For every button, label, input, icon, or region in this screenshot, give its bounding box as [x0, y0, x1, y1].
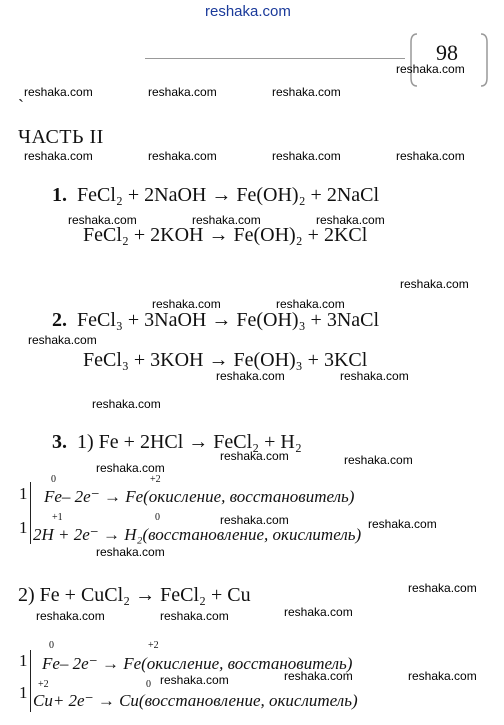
coefficient-3: 1 [19, 651, 28, 670]
watermark: reshaka.com [192, 213, 261, 227]
task2-number: 2. [52, 309, 67, 331]
watermark: reshaka.com [408, 581, 477, 595]
coefficient-2: 1 [19, 518, 28, 537]
watermark: reshaka.com [316, 213, 385, 227]
watermark: reshaka.com [284, 605, 353, 619]
watermark: reshaka.com [28, 333, 97, 347]
task3-equation1: 1) Fe + 2HCl → FeCl₂ + H₂ [77, 431, 302, 453]
watermark: reshaka.com [368, 517, 437, 531]
coefficient-4: 1 [19, 683, 28, 702]
task2-line1 [52, 309, 379, 332]
ox-state: +1 [52, 512, 63, 523]
balance-bar-2 [30, 650, 31, 712]
watermark: reshaka.com [68, 213, 137, 227]
watermark: reshaka.com [272, 85, 341, 99]
watermark: reshaka.com [160, 673, 229, 687]
watermark: reshaka.com [96, 461, 165, 475]
task3-number: 3. [52, 431, 67, 453]
watermark: reshaka.com [24, 85, 93, 99]
balance-bar-1 [30, 482, 31, 544]
ox-state: 0 [49, 640, 54, 651]
task2-equation1: FeCl₃ + 3NaOH → Fe(OH)₃ + 3NaCl [77, 309, 380, 331]
watermark: reshaka.com [96, 545, 165, 559]
watermark: reshaka.com [148, 149, 217, 163]
watermark: reshaka.com [160, 609, 229, 623]
watermark: reshaka.com [152, 297, 221, 311]
watermark: reshaka.com [220, 449, 289, 463]
watermark: reshaka.com [344, 453, 413, 467]
watermark: reshaka.com [400, 277, 469, 291]
watermark: reshaka.com [36, 609, 105, 623]
header-rule [145, 58, 405, 59]
ox-state: +2 [38, 679, 49, 690]
site-header-link[interactable]: reshaka.com [205, 3, 291, 20]
ox-state: 0 [51, 474, 56, 485]
task1-number: 1. [52, 184, 67, 206]
watermark: reshaka.com [220, 513, 289, 527]
watermark: reshaka.com [92, 397, 161, 411]
coefficient-1: 1 [19, 484, 28, 503]
watermark: reshaka.com [408, 669, 477, 683]
half-reaction-oxidation-2: Fe– 2e⁻ → Fe(окисление, восстановитель) [42, 654, 353, 673]
watermark: reshaka.com [24, 149, 93, 163]
task3-equation2: 2) Fe + CuCl₂ → FeCl₂ + Cu [18, 584, 251, 606]
watermark: reshaka.com [148, 85, 217, 99]
task2-equation2: FeCl₃ + 3KOH → Fe(OH)₃ + 3KCl [83, 349, 368, 371]
half-reaction-oxidation-1: Fe– 2e⁻ → Fe(окисление, восстановитель) [44, 487, 355, 506]
watermark: reshaka.com [284, 669, 353, 683]
watermark: reshaka.com [216, 369, 285, 383]
ox-state: 0 [146, 679, 151, 690]
ox-state: +2 [150, 474, 161, 485]
watermark: reshaka.com [276, 297, 345, 311]
task1-line1 [52, 184, 379, 207]
half-reaction-reduction-2: Cu+ 2e⁻ → Cu(восстановление, окислитель) [33, 691, 358, 710]
ox-state: +2 [148, 640, 159, 651]
task1-equation2: FeCl₂ + 2KOH → Fe(OH)₂ + 2KCl [83, 224, 368, 246]
watermark: reshaka.com [340, 369, 409, 383]
task1-equation1: FeCl₂ + 2NaOH → Fe(OH)₂ + 2NaCl [77, 184, 380, 206]
watermark: reshaka.com [396, 62, 465, 76]
page-number: 98 [436, 40, 458, 65]
watermark: reshaka.com [396, 149, 465, 163]
half-reaction-reduction-1: 2H + 2e⁻ → H₂(восстановление, окислитель) [33, 525, 362, 544]
section-title: ЧАСТЬ II [18, 126, 104, 148]
stray-mark: ` [18, 96, 24, 116]
watermark: reshaka.com [272, 149, 341, 163]
ox-state: 0 [155, 512, 160, 523]
